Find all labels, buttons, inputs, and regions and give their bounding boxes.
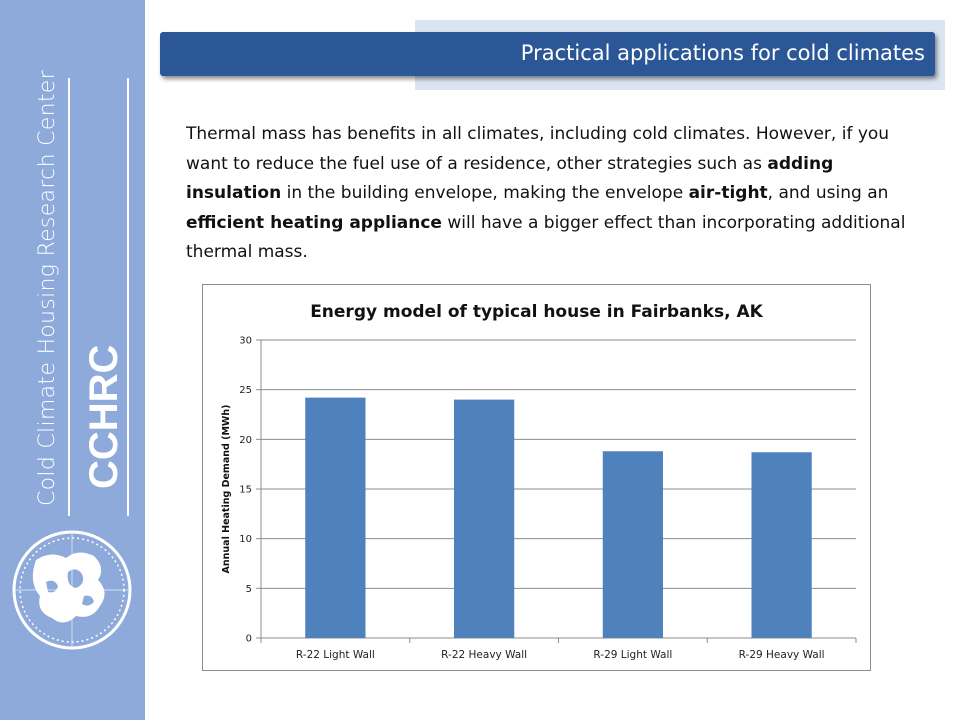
bar-r-29-heavy-wall [752, 452, 812, 638]
sidebar [0, 0, 145, 720]
chart-container [202, 284, 871, 671]
bar-r-22-heavy-wall [454, 400, 514, 638]
title-banner [160, 32, 935, 76]
chart-title: Energy model of typical house in Fairbanks, AK [310, 302, 763, 322]
body-text: will have a bigger effect than incorporating additional thermal mass. [186, 212, 906, 262]
body-paragraph [186, 120, 916, 268]
y-tick-label: 5 [245, 583, 252, 595]
y-tick-label: 0 [245, 633, 252, 645]
organization-name: Cold Climate Housing Research Center [35, 70, 60, 506]
x-tick-label: R-22 Heavy Wall [441, 649, 528, 661]
y-axis-label: Annual Heating Demand (MWh) [221, 404, 232, 574]
y-tick-label: 25 [239, 385, 252, 397]
emphasis-heating-appliance: efficient heating appliance [186, 212, 442, 233]
bar-chart [203, 285, 870, 670]
y-tick-label: 15 [239, 484, 252, 496]
x-tick-label: R-29 Light Wall [593, 649, 673, 661]
body-text: , and using an [767, 183, 889, 203]
y-tick-label: 30 [239, 335, 252, 347]
y-tick-label: 10 [239, 534, 252, 546]
y-tick-label: 20 [239, 434, 252, 446]
x-tick-label: R-22 Light Wall [295, 649, 375, 661]
emphasis-insulation: adding insulation [186, 153, 834, 203]
sidebar-divider-line [127, 78, 129, 516]
body-text: Thermal mass has benefits in all climates, including cold climates. However, if you want to reduce the fuel use of a residence, other strategies such as [186, 124, 890, 174]
sidebar-divider-line [68, 78, 70, 516]
bar-r-29-light-wall [603, 451, 663, 638]
body-text: in the building envelope, making the envelope [281, 183, 689, 203]
slide-title: Practical applications for cold climates [520, 41, 925, 65]
x-tick-label: R-29 Heavy Wall [738, 649, 825, 661]
bar-r-22-light-wall [305, 398, 365, 638]
globe-logo-icon [6, 520, 138, 710]
organization-acronym: CCHRC [82, 344, 126, 489]
emphasis-air-tight: air-tight [688, 183, 768, 203]
